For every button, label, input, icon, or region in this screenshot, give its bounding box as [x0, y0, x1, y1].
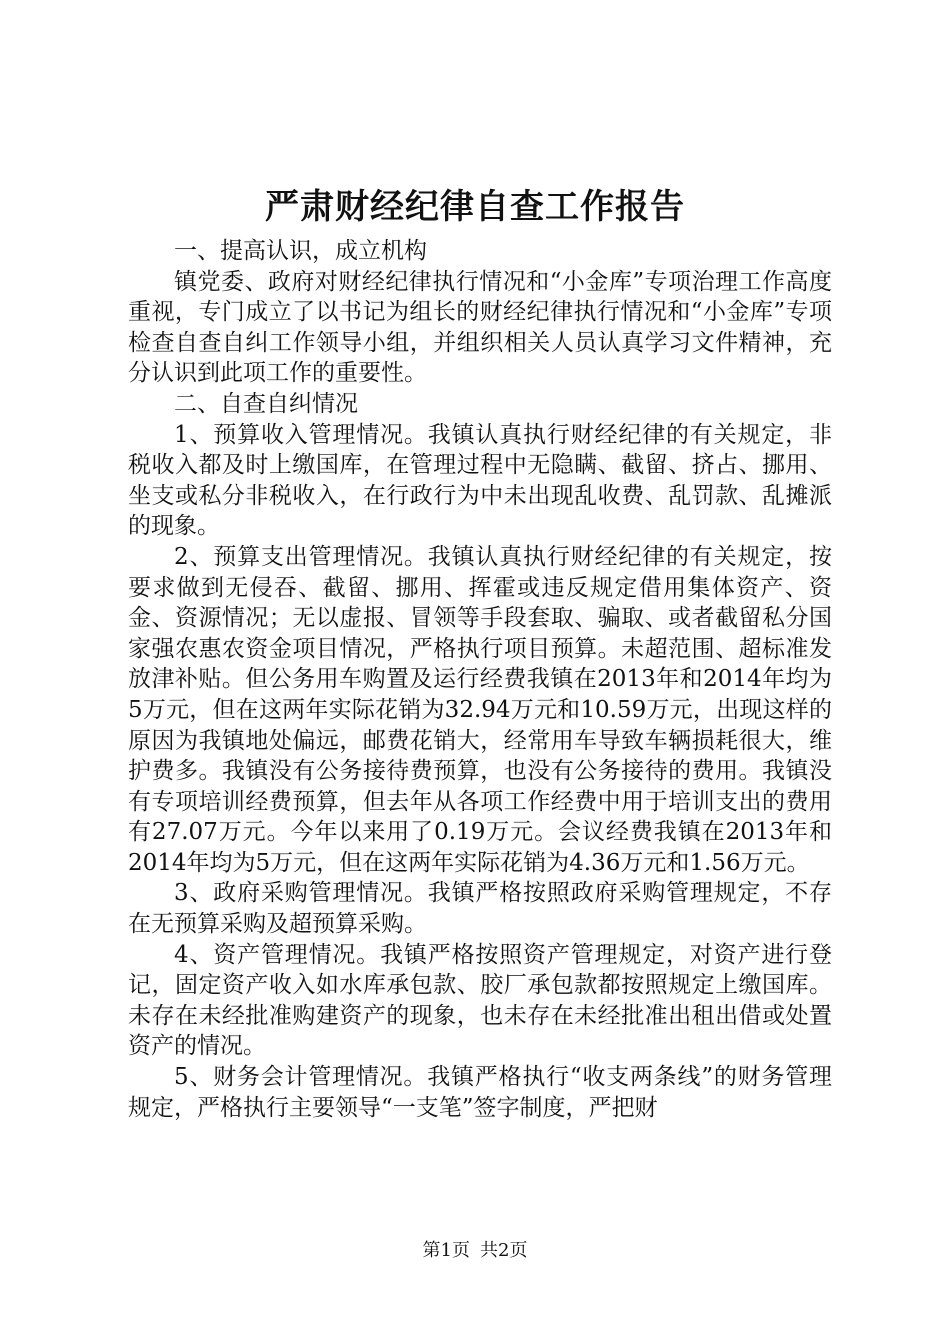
section-heading-1: 一、提高认识，成立机构 — [174, 238, 427, 264]
body-paragraph: 2、预算支出管理情况。我镇认真执行财经纪律的有关规定，按要求做到无侵吞、截留、挪用、挥霍或违反规定借用集体资产、资金、资源情况；无以虚报、冒领等手段套取、骗取、或者截留私分国家强农惠农资金项目情况，严格执行项目预算。未超范围、超标准发放津补贴。但公务用车购置及运行经费我镇在2013年和2014年均为5万元，但在这两年实际花销为32.94万元和10.59万元，出现这样的原因为我镇地处偏远，邮费花销大，经常用车导致车辆损耗很大，维护费多。我镇没有公务接待费预算，也没有公务接待的费用。我镇没有专项培训经费预算，但去年从各项工作经费中用于培训支出的费用有27.07万元。今年以来用了0.19万元。会议经费我镇在2013年和2014年均为5万元，但在这两年实际花销为4.36万元和1.56万元。 — [128, 543, 832, 876]
body-paragraph: 5、财务会计管理情况。我镇严格执行“收支两条线”的财务管理规定，严格执行主要领导“一支笔”签字制度，严把财 — [128, 1064, 832, 1121]
document-body — [128, 236, 832, 1123]
section-heading-2: 二、自查自纠情况 — [174, 390, 358, 417]
body-paragraph: 4、资产管理情况。我镇严格按照资产管理规定，对资产进行登记，固定资产收入如水库承包款、胶厂承包款都按照规定上缴国库。未存在未经批准购建资产的现象，也未存在未经批准出租出借或处置资产的情况。 — [128, 941, 832, 1060]
body-paragraph: 镇党委、政府对财经纪律执行情况和“小金库”专项治理工作高度重视，专门成立了以书记为组长的财经纪律执行情况和“小金库”专项检查自查自纠工作领导小组，并组织相关人员认真学习文件精神，充分认识到此项工作的重要性。 — [128, 268, 832, 387]
body-paragraph: 1、预算收入管理情况。我镇认真执行财经纪律的有关规定，非税收入都及时上缴国库，在管理过程中无隐瞒、截留、挤占、挪用、坐支或私分非税收入，在行政行为中未出现乱收费、乱罚款、乱摊派的现象。 — [128, 421, 832, 540]
page-number: 第1页 — [422, 1240, 470, 1261]
page-total: 共2页 — [480, 1240, 528, 1261]
document-title: 严肃财经纪律自查工作报告 — [265, 187, 685, 227]
page-footer — [0, 1239, 950, 1263]
body-paragraph: 3、政府采购管理情况。我镇严格按照政府采购管理规定，不存在无预算采购及超预算采购。 — [128, 880, 832, 938]
